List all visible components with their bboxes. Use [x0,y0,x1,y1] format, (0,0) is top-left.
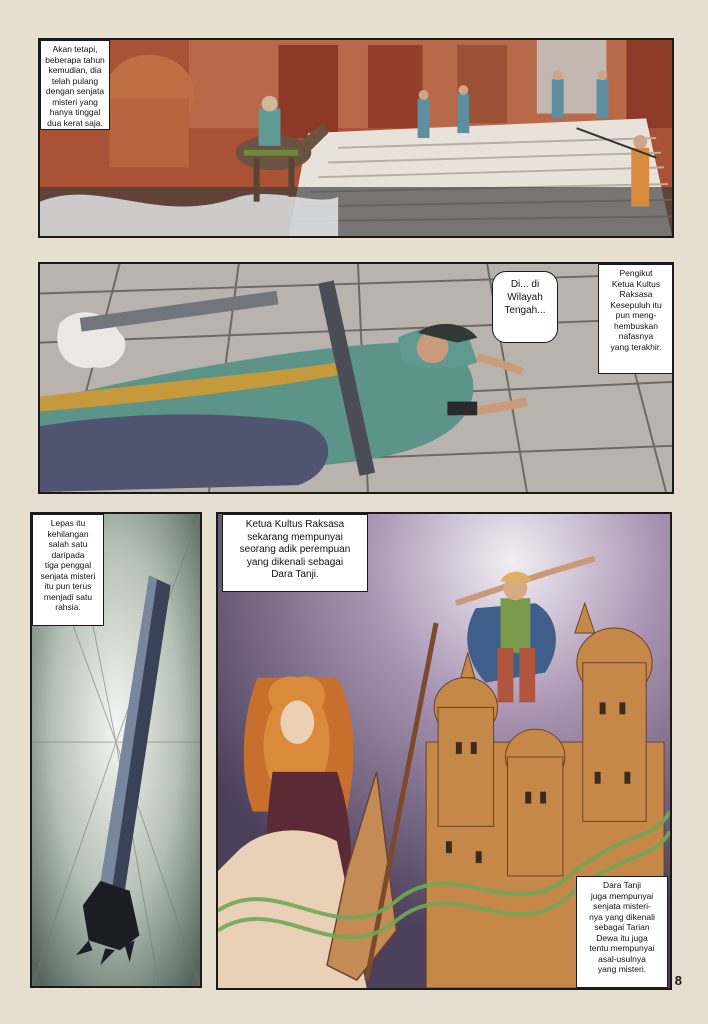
page-number: 8 [674,973,682,988]
speech-bubble-wilayah-tengah: Di... di Wilayah Tengah... [492,271,558,343]
panel-2-dying-follower [38,262,674,494]
panel-4-dara-tanji [216,512,672,990]
fallen-warrior-illustration [40,264,672,492]
panel-2-caption: Pengikut Ketua Kultus Raksasa Kesepuluh itu pun meng- hembuskan nafasnya yang terakhir. [598,264,674,374]
panel-1-palace-return [38,38,674,238]
panel-4-caption-top: Ketua Kultus Raksasa sekarang mempunyai seorang adik perempuan yang dikenali sebagai Dara Tanji. [222,514,368,592]
panel-3-weapon-fragment [30,512,202,988]
panel-3-caption: Lepas itu kehilangan salah satu daripada tiga penggal senjata misteri itu pun terus menjadi satu rahsia. [32,514,104,626]
panel-4-caption-bottom: Dara Tanji juga mempunyai senjata misteri- nya yang dikenali sebagai Tarian Dewa itu juga tentu mempunyai asal-usulnya yang misteri. [576,876,668,988]
palace-courtyard-illustration [40,40,672,236]
panel-1-caption: Akan tetapi, beberapa tahun kemudian, dia telah pulang dengan senjata misteri yang hanya tinggal dua kerat saja. [40,40,110,130]
